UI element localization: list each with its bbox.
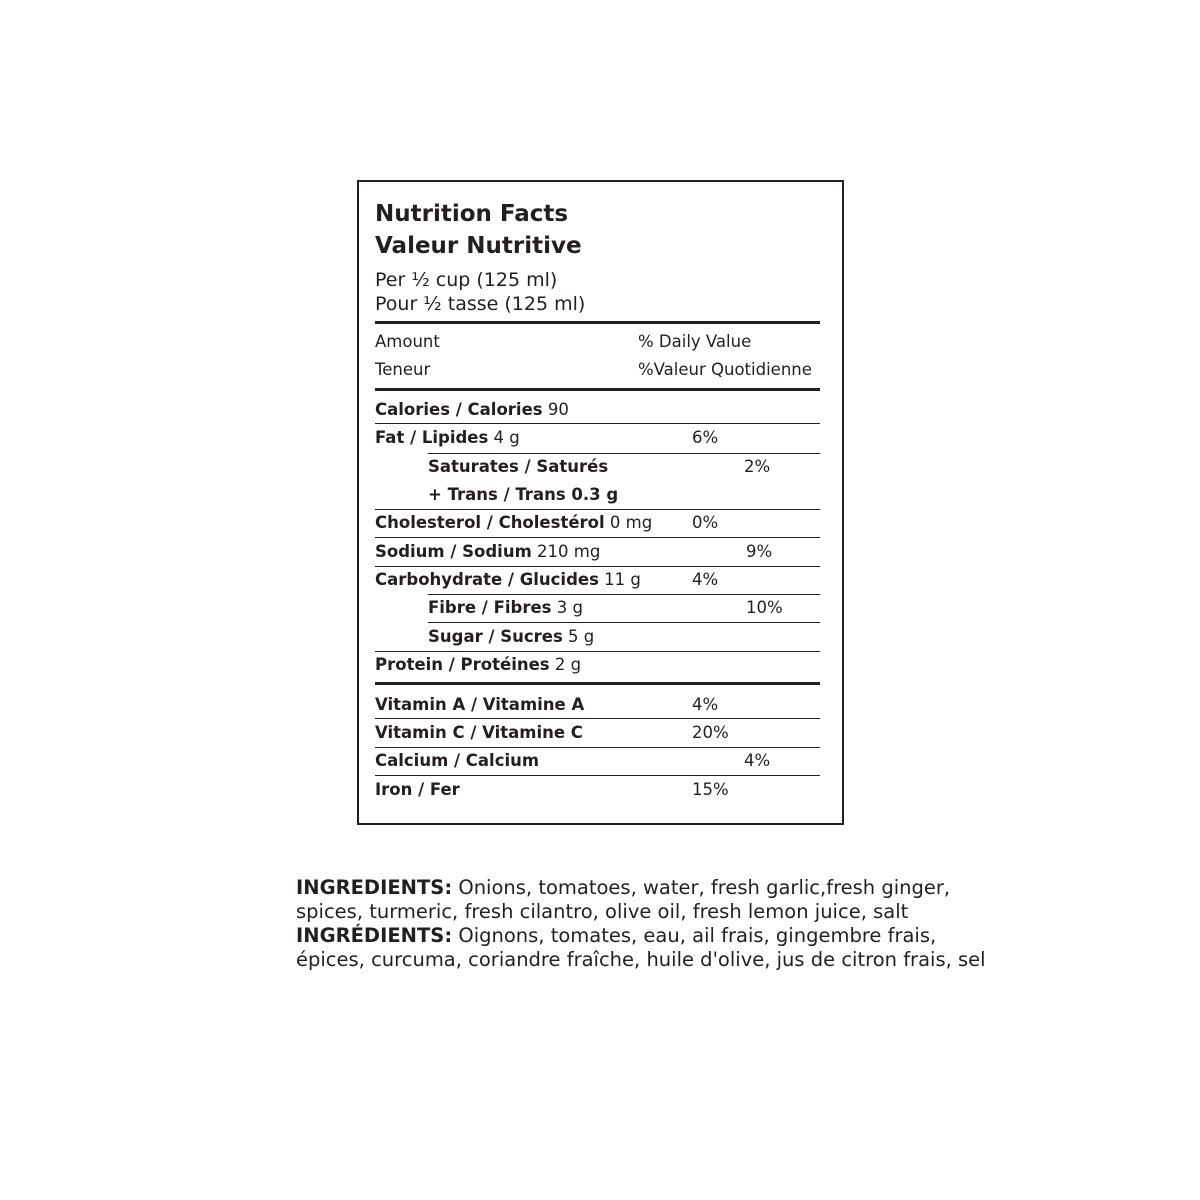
nutrient-name: Fibre / Fibres 3 g [428, 598, 583, 617]
nutrient-daily-value: 2% [744, 457, 771, 476]
row-divider [375, 537, 820, 538]
nutrient-row-fibre [375, 595, 820, 623]
vitamins-top-rule [375, 682, 820, 685]
title-english: Nutrition Facts [375, 201, 569, 227]
nutrient-daily-value: 9% [746, 542, 773, 561]
nutrient-row-protein [375, 652, 820, 680]
vitamin-row-c [375, 720, 820, 748]
title-french: Valeur Nutritive [375, 233, 582, 259]
vitamin-daily-value: 4% [692, 695, 719, 714]
nutrient-name: Sodium / Sodium 210 mg [375, 542, 601, 561]
nutrient-row-fat [375, 425, 820, 453]
ingredients-english-line-2: spices, turmeric, fresh cilantro, olive oil, fresh lemon juice, salt [296, 900, 909, 923]
vitamin-daily-value: 4% [744, 751, 771, 770]
vitamin-name: Iron / Fer [375, 780, 460, 799]
vitamin-daily-value: 20% [692, 723, 729, 742]
nutrient-daily-value: 4% [692, 570, 719, 589]
row-divider [375, 775, 820, 776]
nutrient-name: Protein / Protéines 2 g [375, 655, 582, 674]
ingredients-french-line-2: épices, curcuma, coriandre fraîche, huile d'olive, jus de citron frais, sel [296, 948, 986, 971]
ingredients-english-label: INGREDIENTS: [296, 876, 453, 899]
vitamin-row-a [375, 692, 820, 720]
vitamin-row-calcium [375, 748, 820, 776]
nutrient-row-sodium [375, 539, 820, 567]
row-divider [375, 423, 820, 424]
daily-value-header-french: %Valeur Quotidienne [638, 360, 812, 379]
nutrient-row-saturates [375, 454, 820, 482]
ingredients-english-line-1: INGREDIENTS: Onions, tomatoes, water, fresh garlic,fresh ginger, [296, 876, 951, 899]
serving-size-english: Per ½ cup (125 ml) [375, 269, 558, 291]
row-divider [428, 622, 820, 623]
amount-header-english: Amount [375, 332, 440, 351]
header-bottom-rule [375, 388, 820, 391]
nutrient-row-carbohydrate [375, 567, 820, 595]
nutrient-name: Cholesterol / Cholestérol 0 mg [375, 513, 653, 532]
row-divider [375, 718, 820, 719]
daily-value-header-english: % Daily Value [638, 332, 752, 351]
vitamin-name: Vitamin C / Vitamine C [375, 723, 583, 742]
nutrient-row-trans [375, 482, 820, 510]
nutrient-row-sugar [375, 624, 820, 652]
ingredients-block [296, 876, 996, 972]
nutrient-name: + Trans / Trans 0.3 g [428, 485, 619, 504]
ingredients-french-line-1: INGRÉDIENTS: Oignons, tomates, eau, ail frais, gingembre frais, [296, 924, 937, 947]
nutrient-daily-value: 0% [692, 513, 719, 532]
amount-header-french: Teneur [375, 360, 431, 379]
vitamin-row-iron [375, 777, 820, 805]
nutrient-daily-value: 10% [746, 598, 783, 617]
nutrient-name: Calories / Calories 90 [375, 400, 569, 419]
nutrient-row-calories [375, 397, 820, 425]
vitamin-name: Vitamin A / Vitamine A [375, 695, 585, 714]
vitamin-daily-value: 15% [692, 780, 729, 799]
nutrient-daily-value: 6% [692, 428, 719, 447]
serving-size-french: Pour ½ tasse (125 ml) [375, 293, 586, 315]
nutrient-row-cholesterol [375, 510, 820, 538]
nutrient-name: Sugar / Sucres 5 g [428, 627, 595, 646]
nutrition-facts-table [357, 180, 844, 825]
nutrient-name: Carbohydrate / Glucides 11 g [375, 570, 641, 589]
nutrient-name: Fat / Lipides 4 g [375, 428, 520, 447]
header-top-rule [375, 321, 820, 324]
nutrient-name: Saturates / Saturés [428, 457, 609, 476]
vitamin-name: Calcium / Calcium [375, 751, 540, 770]
ingredients-french-label: INGRÉDIENTS: [296, 924, 453, 947]
